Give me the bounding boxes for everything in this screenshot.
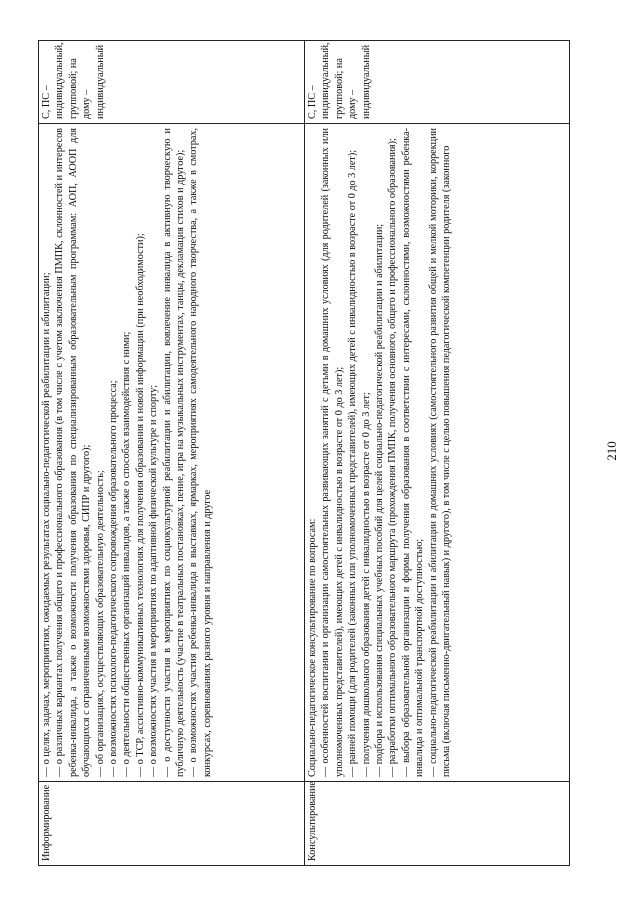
content-line: — о возможностях психолого-педагогического сопровождения образовательного процесса;	[108, 380, 120, 777]
services-table	[38, 40, 570, 866]
form-cell: С, ПС – индивидуальный, групповой; на дому – индивидуальный	[39, 41, 305, 124]
content-line: — о доступности участия в мероприятиях по социокультурной реабилитации и абилитации, вовлечение инвалида в активную творческую и публичную деятельность (участие в театральных постановках, пение, игра на музыкальных инструментах, танцы, декламация стихов и другое);	[161, 128, 187, 777]
content-line: — выбора образовательной организации и формы получения образования в соответствии с интересами, склонностями, возможностями ребенка-инвалида и оптимальной транспортной доступностью;	[400, 128, 426, 777]
content-line: — подбора и использования специальных учебных пособий для целей социально-педагогической реабилитации и абилитации;	[374, 223, 386, 777]
content-line: Социально-педагогическое консультирование по вопросам:	[307, 518, 318, 777]
category-cell: Консультирование	[305, 782, 570, 866]
table-row	[305, 41, 570, 866]
content-line: — социально-педагогической реабилитации и абилитации в домашних условиях (самостоятельного развития общей и мелкой моторики, коррекции письма (включая письменно-двигательный навык) и другого), в том числе с целью повышения педагогической компетенции родителя (законного	[427, 128, 453, 777]
content-line: — ранней помощи (для родителей (законных или уполномоченных представителей), имеющих детей с инвалидностью в возрасте от 0 до 3 лет);	[347, 149, 359, 777]
table-row	[39, 41, 305, 866]
content-line: — о деятельности общественных организаций инвалидов, а также о способах взаимодействия с ними;	[121, 331, 133, 777]
content-line: — получения дошкольного образования детей с инвалидностью в возрасте от 0 до 3 лет;	[360, 392, 372, 777]
content-line: — о возможностях участия ребенка-инвалида в выставках, ярмарках, мероприятиях самодеятельного народного творчества, а также в смотрах, конкурсах, соревнованиях разного уровня и направления и другое	[188, 128, 213, 777]
content-line: — о возможностях участия в мероприятиях по адаптивной физической культуре и спорту;	[148, 384, 160, 777]
content-line: — о ТСР, ассистивно-коммуникативных технологиях для получения образования и новой информации (при необходимости);	[134, 233, 146, 777]
content-cell	[305, 124, 570, 782]
content-line: — о целях, задачах, мероприятиях, ожидаемых результатах социально-педагогической реабилитации и абилитации;	[41, 272, 52, 777]
page-number: 210	[604, 441, 619, 461]
content-line: — особенностей воспитания и организации самостоятельных развивающих занятий с детьми в домашних условиях (для родителей (законных или уполномоченных представителей), имеющих детей с инвалидностью в возрасте от 0 до 3 лет);	[320, 128, 345, 777]
content-line: — об организациях, осуществляющих образовательную деятельность;	[94, 470, 106, 777]
content-line: — о различных вариантах получения общего и профессионального образования (в том числе с учетом заключения ПМПК, склонностей и интересов ребенка-инвалида, а также о возможности получения образования по специализированным образовательным программам: АОП, АООП для обучающихся с ограниченными возможностями здоровья, СИПР и другого);	[54, 128, 93, 777]
content-line: — разработки оптимального образовательного маршрута (прохождения ПМПК, получения основного, общего и профессионального образования);	[387, 138, 399, 777]
category-cell: Информирование	[39, 782, 305, 866]
content-cell	[39, 124, 305, 782]
form-cell: С, ПС – индивидуальный, групповой; на дому – индивидуальный	[305, 41, 570, 124]
